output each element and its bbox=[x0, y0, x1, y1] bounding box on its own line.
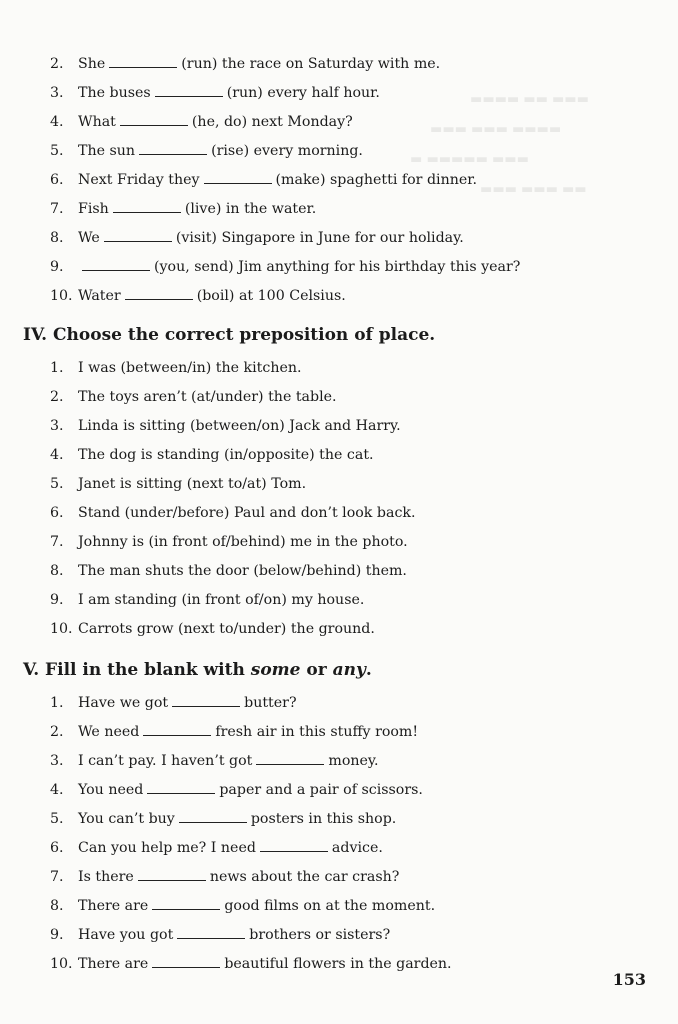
exercise-item bbox=[50, 82, 380, 103]
item-text-before: What bbox=[78, 114, 116, 130]
answer-blank[interactable] bbox=[120, 111, 188, 126]
item-number: 9. bbox=[50, 592, 64, 608]
exercise-item bbox=[50, 416, 401, 436]
exercise-item bbox=[50, 561, 407, 581]
item-number: 10. bbox=[50, 956, 73, 972]
item-number: 8. bbox=[50, 563, 64, 579]
exercise-item bbox=[50, 590, 364, 610]
item-text-after: (he, do) next Monday? bbox=[191, 114, 353, 130]
item-text-before: I can’t pay. I haven’t got bbox=[78, 753, 253, 769]
item-number: 3. bbox=[50, 753, 64, 769]
item-text: Carrots grow (next to/under) the ground. bbox=[78, 621, 375, 637]
exercise-item bbox=[50, 692, 297, 713]
item-text-after: money. bbox=[328, 753, 379, 769]
answer-blank[interactable] bbox=[113, 198, 181, 213]
item-text-before: Have you got bbox=[78, 927, 174, 943]
answer-blank[interactable] bbox=[172, 692, 240, 707]
answer-blank[interactable] bbox=[143, 721, 211, 736]
heading-some: some bbox=[250, 660, 301, 680]
item-text-after: posters in this shop. bbox=[250, 811, 397, 827]
item-text: I am standing (in front of/on) my house. bbox=[78, 592, 365, 608]
item-number: 6. bbox=[50, 505, 64, 521]
answer-blank[interactable] bbox=[152, 895, 220, 910]
item-text-after: (rise) every morning. bbox=[211, 143, 363, 159]
item-number: 4. bbox=[50, 114, 64, 130]
item-number: 6. bbox=[50, 172, 64, 188]
item-text: The man shuts the door (below/behind) them. bbox=[78, 563, 407, 579]
answer-blank[interactable] bbox=[104, 227, 172, 242]
exercise-item bbox=[50, 198, 316, 219]
item-text-after: (visit) Singapore in June for our holiday. bbox=[175, 230, 464, 246]
answer-blank[interactable] bbox=[138, 866, 206, 881]
item-text-before: There are bbox=[78, 956, 149, 972]
item-number: 2. bbox=[50, 56, 64, 72]
item-text-before: Can you help me? I need bbox=[78, 840, 256, 856]
exercise-item bbox=[50, 808, 396, 829]
exercise-item bbox=[50, 953, 452, 974]
item-text-before: There are bbox=[78, 898, 149, 914]
exercise-item bbox=[50, 837, 383, 858]
heading-or: or bbox=[300, 660, 333, 680]
item-text-after: (run) the race on Saturday with me. bbox=[181, 56, 441, 72]
bleed-through-decoration: ▬▬ ▬▬▬ ▬▬▬ bbox=[480, 182, 587, 197]
item-number: 7. bbox=[50, 869, 64, 885]
item-text: Johnny is (in front of/behind) me in the photo. bbox=[78, 534, 408, 550]
answer-blank[interactable] bbox=[147, 779, 215, 794]
item-number: 8. bbox=[50, 230, 64, 246]
answer-blank[interactable] bbox=[177, 924, 245, 939]
item-text-before: Water bbox=[78, 288, 121, 304]
answer-blank[interactable] bbox=[152, 953, 220, 968]
heading-any: any bbox=[332, 660, 366, 680]
exercise-item bbox=[50, 358, 302, 378]
exercise-item bbox=[50, 503, 416, 523]
exercise-item bbox=[50, 532, 408, 552]
item-text-after: news about the car crash? bbox=[209, 869, 400, 885]
item-text: The toys aren’t (at/under) the table. bbox=[78, 389, 337, 405]
item-number: 5. bbox=[50, 811, 64, 827]
exercise-item bbox=[50, 619, 375, 639]
bleed-through-decoration: ▬▬▬▬ ▬▬▬ ▬▬▬ bbox=[430, 122, 562, 137]
section-heading-prepositions: IV. Choose the correct preposition of place. bbox=[23, 325, 436, 345]
item-number: 5. bbox=[50, 476, 64, 492]
answer-blank[interactable] bbox=[139, 140, 207, 155]
item-number: 7. bbox=[50, 201, 64, 217]
exercise-item bbox=[50, 140, 363, 161]
item-text-before: Next Friday they bbox=[78, 172, 200, 188]
exercise-item bbox=[50, 169, 477, 190]
item-number: 9. bbox=[50, 259, 64, 275]
section-heading-some-any bbox=[23, 659, 372, 681]
item-number: 1. bbox=[50, 695, 64, 711]
item-text-before: The buses bbox=[78, 85, 151, 101]
exercise-item bbox=[50, 387, 337, 407]
item-text-after: paper and a pair of scissors. bbox=[219, 782, 423, 798]
item-text-after: (boil) at 100 Celsius. bbox=[196, 288, 346, 304]
item-number: 3. bbox=[50, 418, 64, 434]
answer-blank[interactable] bbox=[256, 750, 324, 765]
exercise-item bbox=[50, 285, 346, 306]
item-number: 2. bbox=[50, 389, 64, 405]
item-number: 6. bbox=[50, 840, 64, 856]
item-text-after: fresh air in this stuffy room! bbox=[215, 724, 419, 740]
item-number: 2. bbox=[50, 724, 64, 740]
item-number: 3. bbox=[50, 85, 64, 101]
item-number: 1. bbox=[50, 360, 64, 376]
exercise-item bbox=[50, 227, 464, 248]
exercise-item bbox=[50, 750, 379, 771]
answer-blank[interactable] bbox=[125, 285, 193, 300]
item-text-before: We need bbox=[78, 724, 140, 740]
answer-blank[interactable] bbox=[179, 808, 247, 823]
item-text-after: butter? bbox=[244, 695, 297, 711]
item-text-before: We bbox=[78, 230, 100, 246]
item-text-before: You can’t buy bbox=[78, 811, 175, 827]
item-text-after: (you, send) Jim anything for his birthday this year? bbox=[154, 259, 521, 275]
answer-blank[interactable] bbox=[155, 82, 223, 97]
item-text-before: Have we got bbox=[78, 695, 169, 711]
item-text-after: (run) every half hour. bbox=[226, 85, 380, 101]
answer-blank[interactable] bbox=[260, 837, 328, 852]
item-text: Stand (under/before) Paul and don’t look back. bbox=[78, 505, 416, 521]
exercise-item bbox=[50, 256, 520, 277]
item-text: Linda is sitting (between/on) Jack and Harry. bbox=[78, 418, 401, 434]
heading-prefix: V. Fill in the blank with bbox=[23, 660, 251, 680]
item-text-after: good films on at the moment. bbox=[224, 898, 436, 914]
item-text-after: advice. bbox=[331, 840, 383, 856]
item-number: 10. bbox=[50, 288, 73, 304]
item-number: 4. bbox=[50, 782, 64, 798]
item-number: 10. bbox=[50, 621, 73, 637]
exercise-item bbox=[50, 474, 306, 494]
answer-blank[interactable] bbox=[82, 256, 150, 271]
item-text-before: She bbox=[78, 56, 106, 72]
exercise-item bbox=[50, 895, 435, 916]
answer-blank[interactable] bbox=[109, 53, 177, 68]
item-text-before: Is there bbox=[78, 869, 134, 885]
item-number: 9. bbox=[50, 927, 64, 943]
exercise-item bbox=[50, 779, 423, 800]
item-text-before: The sun bbox=[78, 143, 136, 159]
answer-blank[interactable] bbox=[204, 169, 272, 184]
item-text-before: You need bbox=[78, 782, 144, 798]
item-text: The dog is standing (in/opposite) the cat. bbox=[78, 447, 374, 463]
exercise-item bbox=[50, 866, 399, 887]
exercise-item bbox=[50, 111, 353, 132]
exercise-item bbox=[50, 445, 374, 465]
item-text-after: beautiful flowers in the garden. bbox=[224, 956, 452, 972]
heading-suffix: . bbox=[365, 660, 372, 680]
exercise-item bbox=[50, 721, 418, 742]
item-number: 7. bbox=[50, 534, 64, 550]
item-text: Janet is sitting (next to/at) Tom. bbox=[78, 476, 307, 492]
item-text: I was (between/in) the kitchen. bbox=[78, 360, 302, 376]
item-number: 8. bbox=[50, 898, 64, 914]
item-number: 5. bbox=[50, 143, 64, 159]
exercise-item bbox=[50, 924, 390, 945]
item-text-after: brothers or sisters? bbox=[249, 927, 391, 943]
item-text-before: Fish bbox=[78, 201, 109, 217]
exercise-item bbox=[50, 53, 440, 74]
item-text-after: (make) spaghetti for dinner. bbox=[275, 172, 477, 188]
bleed-through-decoration: ▬▬▬ ▬▬▬▬▬ ▬ bbox=[410, 152, 529, 167]
page-number: 153 bbox=[612, 970, 646, 989]
item-text-after: (live) in the water. bbox=[184, 201, 317, 217]
item-number: 4. bbox=[50, 447, 64, 463]
bleed-through-decoration: ▬▬▬ ▬▬ ▬▬▬▬ bbox=[470, 92, 589, 107]
